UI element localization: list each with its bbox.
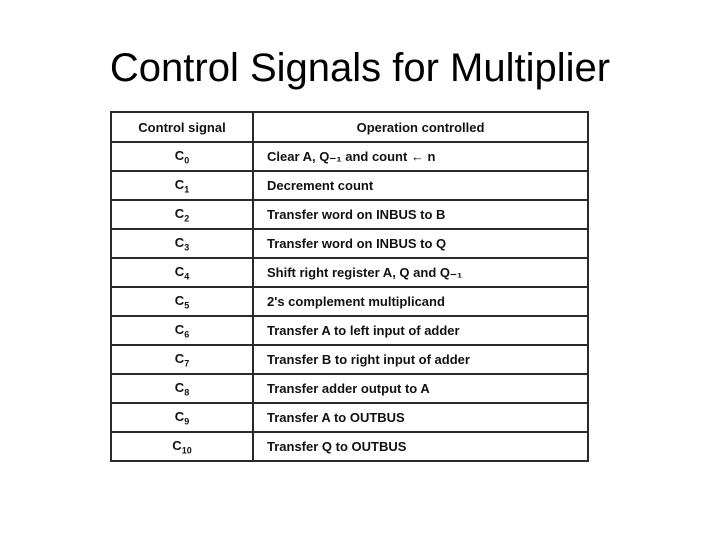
control-signal-cell [111, 287, 253, 316]
table-row [111, 229, 588, 258]
operation-cell: Transfer A to left input of adder [253, 316, 588, 345]
operation-cell: Transfer A to OUTBUS [253, 403, 588, 432]
control-signal-cell [111, 316, 253, 345]
table-row [111, 345, 588, 374]
signal-subscript: 1 [184, 184, 190, 195]
operation-cell: Shift right register A, Q and Q₋₁ [253, 258, 588, 287]
operation-cell: Clear A, Q₋₁ and count ← n [253, 142, 588, 171]
control-signal-cell [111, 432, 253, 461]
table-row [111, 258, 588, 287]
operation-cell: Transfer word on INBUS to B [253, 200, 588, 229]
table-row [111, 142, 588, 171]
operation-cell: Transfer word on INBUS to Q [253, 229, 588, 258]
signal-letter: C [174, 321, 185, 337]
signal-letter: C [174, 205, 185, 221]
control-signal-cell [111, 374, 253, 403]
table-row [111, 200, 588, 229]
signal-subscript: 9 [184, 416, 190, 427]
table-body [111, 142, 588, 461]
signal-letter: C [174, 176, 185, 192]
header-operation-controlled: Operation controlled [253, 112, 588, 142]
signal-subscript: 0 [184, 155, 190, 166]
control-signals-table [110, 111, 589, 462]
signal-letter: C [174, 379, 185, 395]
signal-letter: C [172, 437, 182, 453]
operation-cell: Transfer adder output to A [253, 374, 588, 403]
table-row [111, 403, 588, 432]
table-row [111, 316, 588, 345]
signal-letter: C [174, 408, 185, 424]
signal-subscript: 10 [181, 445, 192, 456]
signal-subscript: 3 [184, 242, 190, 253]
table-row [111, 287, 588, 316]
table-row [111, 374, 588, 403]
signal-letter: C [174, 350, 185, 366]
slide-title: Control Signals for Multiplier [109, 46, 611, 90]
signal-subscript: 4 [184, 271, 190, 282]
control-signal-cell [111, 200, 253, 229]
operation-cell: 2's complement multiplicand [253, 287, 588, 316]
header-control-signal: Control signal [111, 112, 253, 142]
control-signal-cell [111, 171, 253, 200]
signal-subscript: 2 [184, 213, 190, 224]
table-header-row [111, 112, 588, 142]
operation-cell: Transfer B to right input of adder [253, 345, 588, 374]
operation-cell: Decrement count [253, 171, 588, 200]
table-row [111, 432, 588, 461]
signal-letter: C [174, 263, 185, 279]
control-signal-cell [111, 142, 253, 171]
signal-letter: C [174, 147, 185, 163]
signal-letter: C [174, 292, 185, 308]
signal-subscript: 7 [184, 358, 190, 369]
signal-subscript: 5 [184, 300, 190, 311]
table-row [111, 171, 588, 200]
signal-subscript: 8 [184, 387, 190, 398]
control-signal-cell [111, 345, 253, 374]
control-signal-cell [111, 403, 253, 432]
operation-cell: Transfer Q to OUTBUS [253, 432, 588, 461]
signal-subscript: 6 [184, 329, 190, 340]
control-signal-cell [111, 258, 253, 287]
control-signal-cell [111, 229, 253, 258]
signal-letter: C [174, 234, 185, 250]
